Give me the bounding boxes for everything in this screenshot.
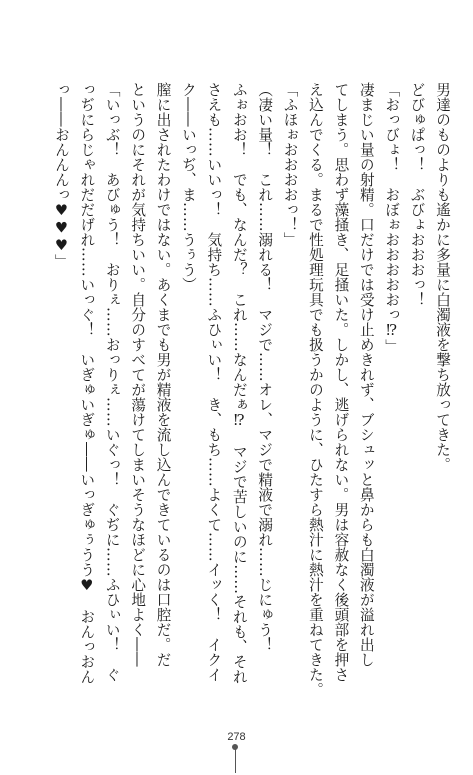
text-line: というのにそれが気持ちいい。自分のすべてが蕩けてしまいそうなほどに心地よく―― [129,82,147,667]
text-line: ク――いっぢ、ま……うぅう） [179,82,197,292]
text-line: どびゅぱっ！ ぶびょおおおっ！ [408,82,426,307]
text-line: 「おっびょ！ おぼぉおおおおおっ⁉」 [383,82,401,355]
text-line: っぢにらじゃれだだげれ……いっぐ！ いぎゅいぎゅ――いっぎゅぅうう♥ おんっおん [78,82,96,685]
text-line: っ――おんんんっ♥♥♥」 [52,82,70,270]
text-line: ふぉおお！ でも、なんだ？ これ……なんだぁ⁉ マジで苦しいのに……それも、それ [230,82,248,685]
body-text [49,82,456,697]
text-line: さえも……いいっ！ 気持ち……ふひぃい！ き、もち……よくて……イッく！ イクイ [205,82,223,682]
text-line: 凄まじい量の射精。口だけでは受け止めきれず、ブシュッと鼻からも白濁液が溢れ出し [357,82,375,667]
text-line: 「いっぶ！ あびゅう！ おりぇ……おっりぇ……いぐっ！ ぐぢに……ふひぃい！ ぐ [103,82,121,682]
text-line: 男達のものよりも遙かに多量に白濁液を撃ち放ってきた。 [434,82,451,472]
folio-ornament-line [235,747,236,773]
text-line: （凄い量！ これ……溺れる！ マジで……オレ、マジで精液で溺れ……じにゅう！ [256,82,274,652]
page-number: 278 [227,731,246,743]
text-line: 膣に出されたわけではない。あくまでも男が精液を流し込んできているのは口腔だ。だ [154,82,172,667]
text-line: え込んでくる。まるで性処理玩具でも扱うかのように、ひたすら熱汁に熱汁を重ねてきた。 [306,82,324,697]
text-line: てしまう。思わず藻掻き、足掻いた。しかし、逃げられない。男は容赦なく後頭部を押さ [332,82,350,682]
text-line: 「ふほぉおおおおっ！」 [281,82,299,247]
